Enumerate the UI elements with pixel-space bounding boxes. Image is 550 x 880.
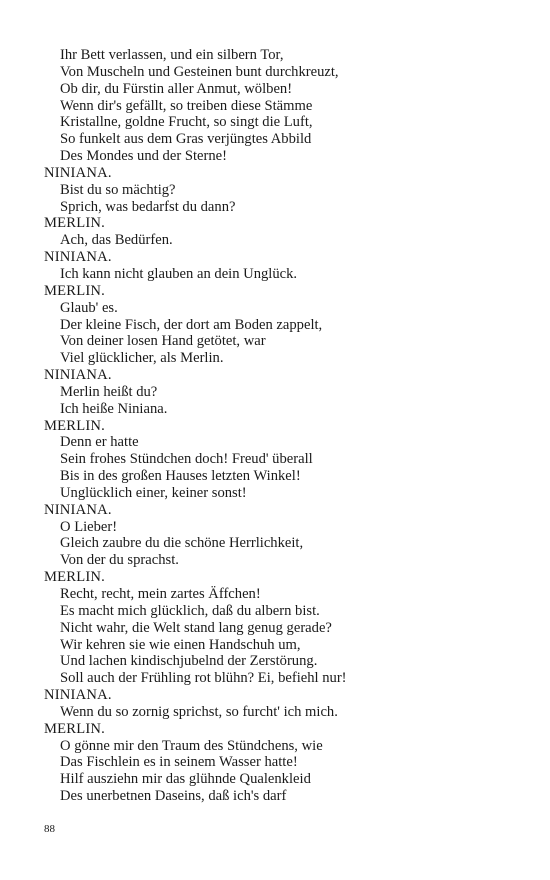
verse-line: Und lachen kindischjubelnd der Zerstörung. [60, 653, 318, 670]
speaker-name: NINIANA. [44, 501, 112, 518]
verse-line: Wenn dir's gefällt, so treiben diese Stämme [60, 97, 313, 114]
verse-line: O Lieber! [60, 518, 118, 535]
verse-line: So funkelt aus dem Gras verjüngtes Abbild [60, 131, 312, 148]
verse-line: Glaub' es. [60, 299, 118, 316]
speaker-name: MERLIN. [44, 282, 105, 299]
verse-line: Des Mondes und der Sterne! [60, 148, 227, 165]
speaker-name: MERLIN. [44, 417, 105, 434]
verse-line: Kristallne, goldne Frucht, so singt die Luft, [60, 114, 313, 131]
verse-line: Bis in des großen Hauses letzten Winkel! [60, 468, 301, 485]
verse-line: Merlin heißt du? [60, 383, 158, 400]
verse-line: Der kleine Fisch, der dort am Boden zappelt, [60, 316, 323, 333]
verse-line: Hilf ausziehn mir das glühnde Qualenkleid [60, 771, 311, 788]
speaker-name: MERLIN. [44, 215, 105, 232]
verse-line: Gleich zaubre du die schöne Herrlichkeit, [60, 535, 304, 552]
verse-line: Wenn du so zornig sprichst, so furcht' ich mich. [60, 703, 338, 720]
speaker-name: NINIANA. [44, 164, 112, 181]
page-text [44, 47, 524, 805]
verse-line: Unglücklich einer, keiner sonst! [60, 484, 247, 501]
verse-line: Das Fischlein es in seinem Wasser hatte! [60, 754, 298, 771]
verse-line: Wir kehren sie wie einen Handschuh um, [60, 636, 301, 653]
verse-line: Recht, recht, mein zartes Äffchen! [60, 586, 261, 602]
verse-line: Sprich, was bedarfst du dann? [60, 198, 236, 215]
verse-line: Viel glücklicher, als Merlin. [60, 350, 224, 367]
verse-line: Ob dir, du Fürstin aller Anmut, wölben! [60, 80, 293, 97]
verse-line: Von Muscheln und Gesteinen bunt durchkreuzt, [60, 63, 339, 80]
verse-line: Es macht mich glücklich, daß du albern bist. [60, 602, 320, 619]
speaker-name: NINIANA. [44, 367, 112, 384]
speaker-name: NINIANA. [44, 249, 112, 266]
verse-line: O gönne mir den Traum des Stündchens, wie [60, 737, 323, 754]
speaker-name: NINIANA. [44, 687, 112, 704]
verse-line: Bist du so mächtig? [60, 181, 176, 198]
verse-line: Ich kann nicht glauben an dein Unglück. [60, 265, 298, 282]
verse-line: Soll auch der Frühling rot blühn? Ei, befiehl nur! [60, 670, 347, 687]
verse-line: Des unerbetnen Daseins, daß ich's darf [60, 788, 287, 805]
verse-line: Sein frohes Stündchen doch! Freud' überall [60, 451, 313, 468]
speaker-name: MERLIN. [44, 720, 105, 737]
speaker-name: MERLIN. [44, 569, 105, 586]
verse-line: Nicht wahr, die Welt stand lang genug gerade? [60, 619, 332, 636]
verse-line: Von der du sprachst. [60, 552, 179, 569]
verse-line: Von deiner losen Hand getötet, war [60, 333, 266, 350]
verse-line: Denn er hatte [60, 434, 139, 451]
verse-line: Ach, das Bedürfen. [60, 232, 173, 249]
verse-line: Ich heiße Niniana. [60, 400, 168, 417]
verse-line: Ihr Bett verlassen, und ein silbern Tor, [60, 47, 284, 63]
page-number: 88 [44, 823, 55, 835]
